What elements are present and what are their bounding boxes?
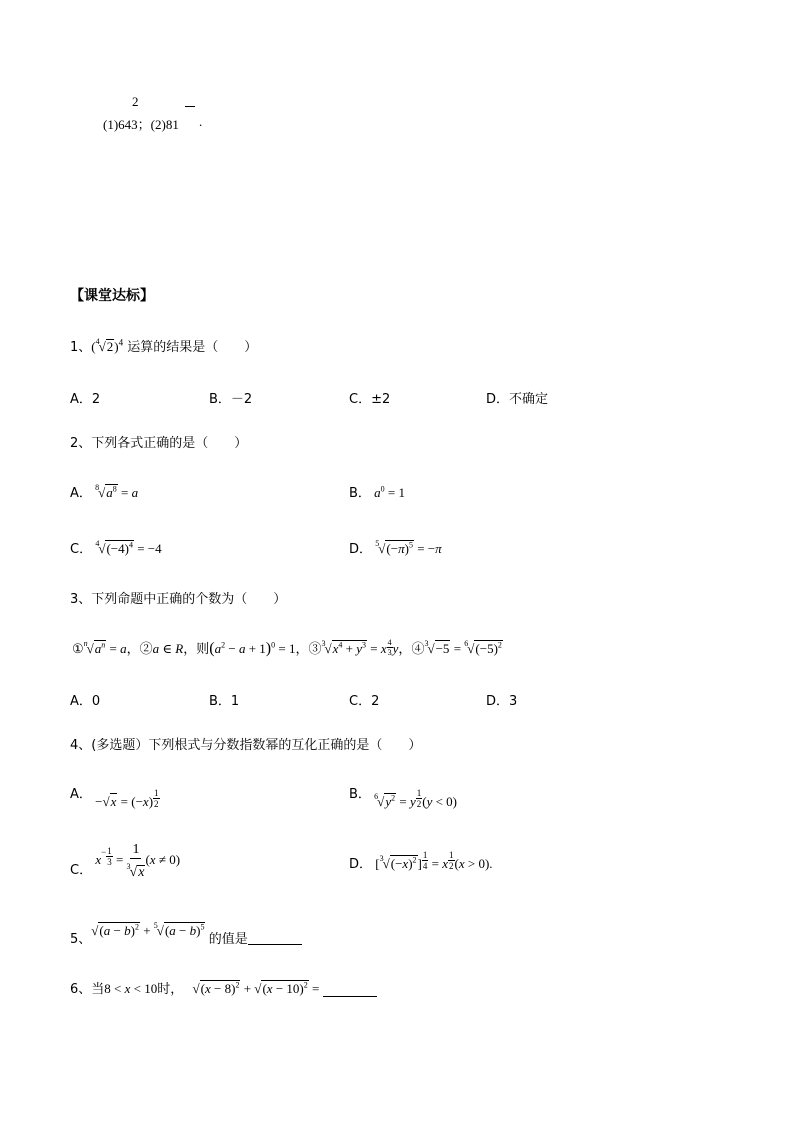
question-2-stem: 下列各式正确的是（ ） [91, 436, 248, 451]
question-5-answer-blank[interactable] [248, 930, 302, 945]
q4-option-d[interactable] [349, 850, 493, 872]
question-1-number: 1、 [70, 340, 92, 355]
q4-option-c-formula: x− $\frac{1}{3}$ = $\frac{1}{^3√x}$ (x ≠ 0) [95, 842, 181, 880]
q4-option-d-formula: $[^3√(-x)^2]$ $\frac{1}{4}$ = x $\frac{1}{2}$ (x > 0). [375, 850, 493, 871]
q4-option-b-label: B． [349, 787, 371, 802]
q2-option-d[interactable] [349, 538, 442, 557]
question-2-number: 2、 [70, 436, 92, 451]
question-6-condition: 8 < x < 10 [104, 981, 158, 996]
q2-option-b-label: B． [349, 486, 371, 501]
q2-option-c-formula: $^4√(-4)^4 = -4$ [95, 539, 162, 556]
question-6-answer-blank[interactable] [323, 982, 377, 997]
question-3-statements [72, 638, 503, 658]
question-6-suffix: 时， [157, 982, 184, 997]
q2-option-c-label: C． [70, 542, 93, 557]
q4-option-c[interactable] [70, 840, 180, 879]
question-3-number: 3、 [70, 592, 92, 607]
q3-option-d[interactable]: D．3 [486, 694, 518, 709]
question-5-formula: $√(a - b)^2 + ^5√(a - b)^5$ [91, 921, 205, 938]
q2-option-a-formula: $^8√a^8 = a$ [95, 483, 139, 500]
q2-option-b[interactable] [349, 482, 405, 501]
q4-option-d-label: D． [349, 857, 373, 872]
q2-option-a-label: A． [70, 486, 92, 501]
q2-option-a[interactable] [70, 482, 138, 501]
question-1 [70, 336, 257, 355]
question-6-prefix: 当 [91, 982, 105, 997]
q4-option-b[interactable] [349, 780, 458, 809]
top-problem-dash [185, 106, 195, 107]
question-6 [70, 978, 377, 997]
q2-option-d-formula: $^5√(-\pi)^5 = -\pi$ [375, 539, 442, 556]
q1-option-c[interactable]: C．±2 [349, 392, 391, 407]
question-6-formula: $√(x - 8)^2 + √(x - 10)^2$ = [192, 980, 323, 996]
question-5-tail: 的值是 [208, 932, 248, 947]
question-5-number: 5、 [70, 932, 92, 947]
question-5 [70, 914, 302, 947]
question-4-number: 4、 [70, 738, 92, 753]
question-3-stem: 下列命题中正确的个数为（ ） [91, 592, 287, 607]
statement-1: $①^n√a^n = a$， [72, 639, 140, 656]
question-3 [70, 588, 286, 607]
statement-3: $③^3√x^4 + y^3 = x$ $\frac{4}{3}$ y， [308, 638, 412, 657]
top-problem-tail: . [199, 114, 203, 129]
q4-option-a-label: A． [70, 787, 92, 802]
q4-option-b-formula: $^6√y^2 = y$ $\frac{1}{2}$ (y < 0) [374, 788, 458, 809]
question-1-stem: 运算的结果是（ ） [127, 340, 258, 355]
q2-option-c[interactable] [70, 538, 162, 557]
q2-option-b-formula: $a^0 = 1$ [374, 484, 406, 500]
q4-option-a-formula: −√x = (−x) $\frac{1}{2}$ [95, 788, 159, 809]
question-2 [70, 432, 247, 451]
q2-option-d-label: D． [349, 542, 373, 557]
question-4-stem: (多选题）下列根式与分数指数幂的互化正确的是（ ） [91, 738, 422, 753]
question-4 [70, 734, 421, 753]
q3-option-b[interactable]: B．1 [209, 694, 240, 709]
top-problem-text: (1)643；(2)81 [103, 117, 179, 132]
q3-option-c[interactable]: C．2 [349, 694, 380, 709]
question-6-number: 6、 [70, 982, 92, 997]
top-problem-exponent: 2 [132, 94, 139, 109]
question-1-formula: $(^4√2)^4$ [91, 337, 124, 354]
statement-2: ②a ∈ R，则$(a^2 - a + 1)^0 = 1$， [139, 640, 309, 657]
q4-option-c-label: C． [70, 863, 93, 879]
statement-4: ④$^3$√−5 = $^6√(-5)^2$ [411, 639, 502, 656]
section-heading: 【课堂达标】 [70, 287, 154, 303]
q1-option-d[interactable]: D．不确定 [486, 392, 549, 407]
q3-option-a[interactable]: A．0 [70, 694, 101, 709]
q4-option-a[interactable] [70, 780, 160, 809]
q1-option-b[interactable]: B．－2 [209, 392, 253, 407]
q1-option-a[interactable]: A．2 [70, 392, 101, 407]
